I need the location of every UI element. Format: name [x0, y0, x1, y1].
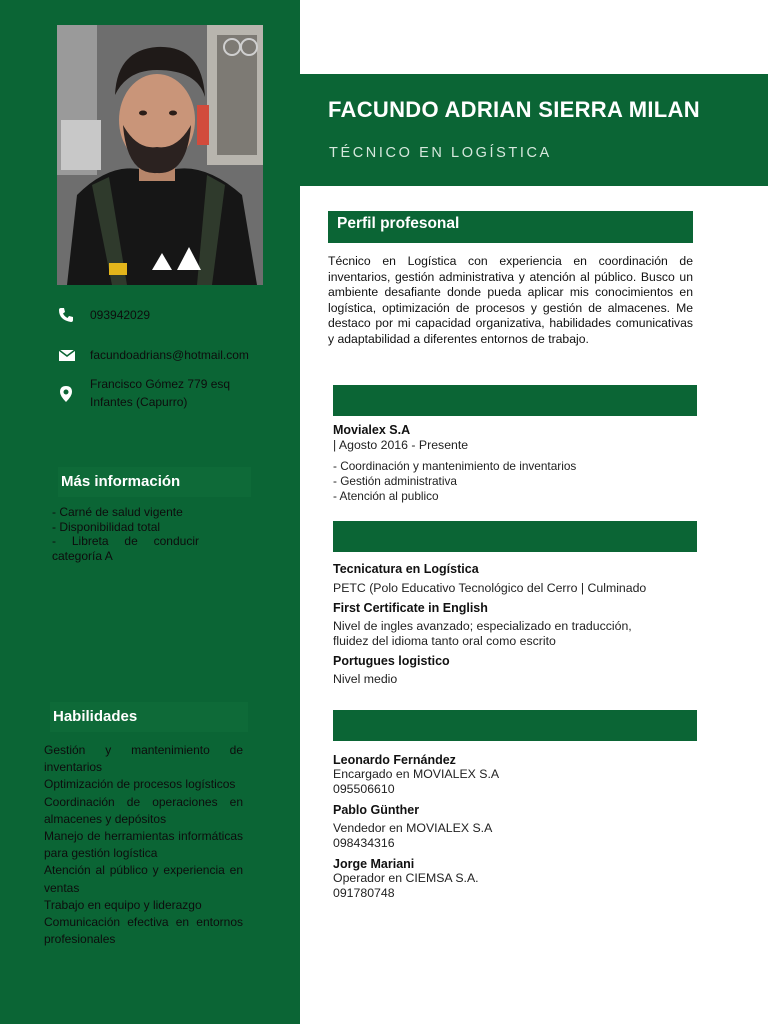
skill-item: Atención al público y experiencia en ventas [44, 863, 243, 895]
reference-position: Encargado en MOVIALEX S.A [333, 767, 500, 781]
header-band [300, 74, 768, 186]
skills-heading: Habilidades [50, 702, 248, 732]
more-info-heading: Más información [58, 467, 251, 497]
location-pin-icon [58, 385, 78, 403]
experience-section-bar [333, 385, 697, 416]
reference-phone[interactable]: 098434316 [333, 836, 395, 850]
profile-text: Técnico en Logística con experiencia en coordinación de inventarios, gestión administrativa y atención al público. Busco un ambiente desafiante donde pueda aplicar mis conocimientos en logística, optimización de procesos y gestión de almacenes. Me destaco por mi capacidad organizativa, habilidades comunicativas y adaptabilidad a diferentes entornos de trabajo. [328, 254, 693, 346]
skills-list [44, 742, 243, 948]
skill-item: Manejo de herramientas informáticas para gestión logística [44, 829, 243, 861]
education-title: Portugues logistico [333, 654, 450, 668]
experience-duty: - Atención al publico [333, 489, 439, 503]
references-block [333, 753, 703, 901]
contact-email-row [58, 346, 249, 365]
contact-address-row [58, 375, 230, 411]
contact-phone-row [58, 306, 150, 325]
skill-item: Comunicación efectiva en entornos profesionales [44, 915, 243, 947]
experience-duty: - Gestión administrativa [333, 474, 457, 488]
profile-photo-illustration [57, 25, 263, 285]
person-role: TÉCNICO EN LOGÍSTICA [329, 145, 552, 161]
education-title: First Certificate in English [333, 601, 488, 615]
phone-icon [58, 307, 78, 325]
person-name: FACUNDO ADRIAN SIERRA MILAN [328, 97, 700, 122]
education-text: Nivel medio [333, 672, 398, 686]
experience-company: Movialex S.A [333, 423, 411, 437]
reference-position: Operador en CIEMSA S.A. [333, 871, 479, 885]
education-block [333, 562, 703, 687]
education-title: Tecnicatura en Logística [333, 562, 479, 576]
reference-phone[interactable]: 091780748 [333, 886, 395, 900]
more-info-list [52, 505, 199, 563]
reference-name: Leonardo Fernández [333, 753, 456, 767]
reference-position: Vendedor en MOVIALEX S.A [333, 821, 493, 835]
profile-section-title: Perfil profesonal [337, 215, 460, 232]
references-section-bar [333, 710, 697, 741]
skill-item: Optimización de procesos logísticos [44, 777, 236, 792]
skill-item: Trabajo en equipo y liderazgo [44, 897, 202, 912]
profile-photo [57, 25, 263, 285]
address-line-1: Francisco Gómez 779 esq [90, 377, 231, 391]
more-info-item: - Libreta de conducir categoría A [52, 534, 199, 563]
skill-item: Coordinación de operaciones en almacenes y depósitos [44, 794, 243, 826]
email-icon [58, 347, 78, 365]
experience-period: | Agosto 2016 - Presente [333, 438, 469, 452]
education-text: Nivel de ingles avanzado; especializado en traducción, fluidez del idioma tanto oral como escrito [333, 619, 632, 648]
contact-address [90, 375, 230, 411]
education-section-bar [333, 521, 697, 552]
skill-item: Gestión y mantenimiento de inventarios [44, 743, 243, 775]
experience-block [333, 423, 703, 504]
reference-name: Pablo Günther [333, 803, 420, 817]
contact-email[interactable]: facundoadrians@hotmail.com [90, 348, 249, 362]
reference-name: Jorge Mariani [333, 857, 415, 871]
contact-phone[interactable]: 093942029 [90, 308, 151, 322]
reference-phone[interactable]: 095506610 [333, 782, 395, 796]
education-text: PETC (Polo Educativo Tecnológico del Cerro | Culminado [333, 581, 647, 595]
more-info-item: - Carné de salud vigente [52, 505, 183, 519]
more-info-item: - Disponibilidad total [52, 519, 161, 534]
address-line-2: Infantes (Capurro) [90, 395, 188, 409]
experience-duty: - Coordinación y mantenimiento de inventarios [333, 459, 577, 473]
